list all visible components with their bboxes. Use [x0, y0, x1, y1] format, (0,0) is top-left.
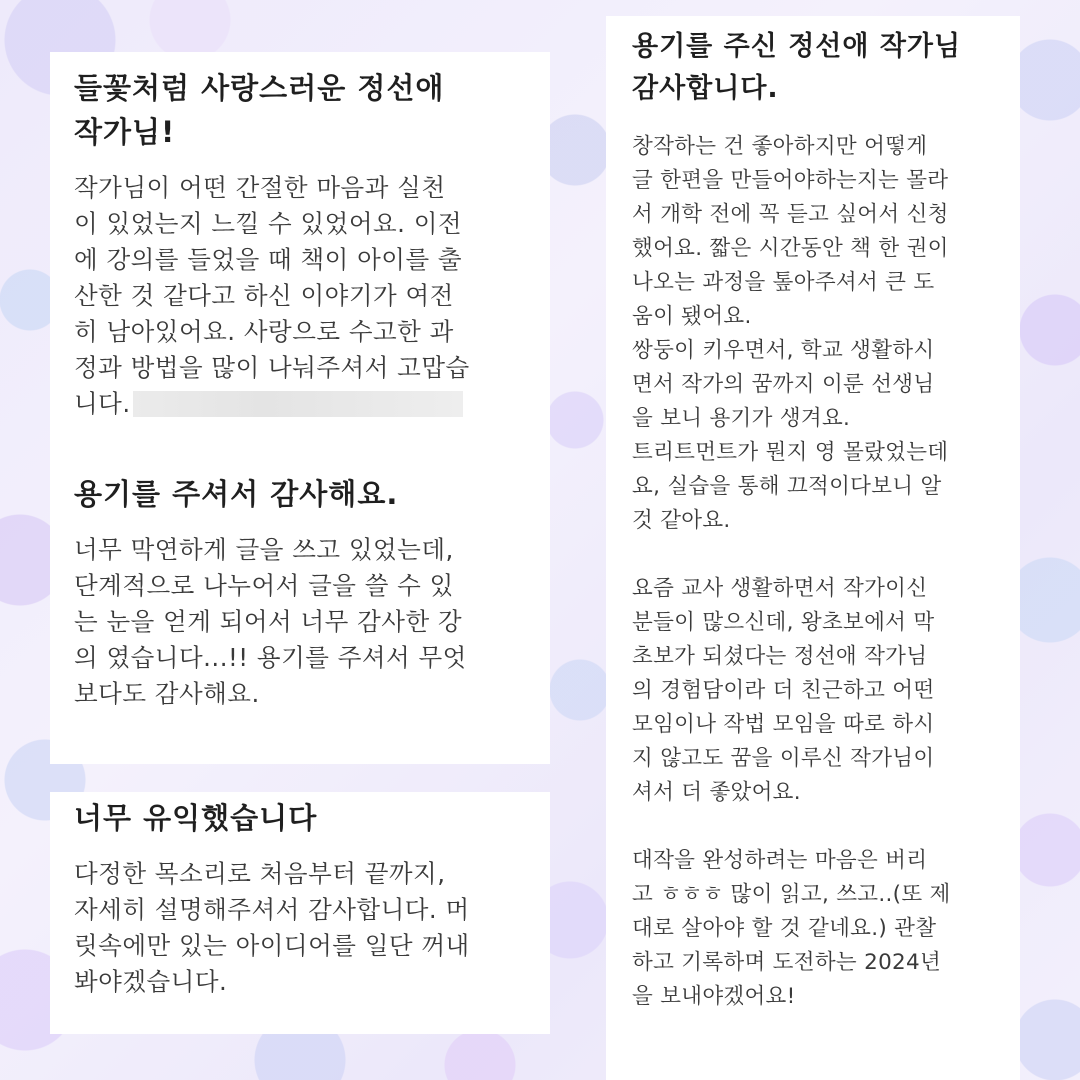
- review-title: 용기를 주신 정선애 작가님 감사합니다.: [632, 31, 962, 104]
- review-card-useful: [50, 792, 550, 1034]
- review-card-thanks: [606, 16, 1020, 1080]
- review-body: 창작하는 건 좋아하지만 어떻게 글 한편을 만들어야하는지는 몰라 서 개학 전에 꼭 듣고 싶어서 신청 했어요. 짧은 시간동안 책 한 권이 나오는 과정을 톺아주셔서 큰 도 움이 됐어요. 쌍둥이 키우면서, 학교 생활하시 면서 작가의 꿈까지 이룬 선생님 을 보니 용기가 생겨요. 트리트먼트가 뭔지 영 몰랐었는데 요, 실습을 통해 끄적이다보니 알 것 같아요. 요즘 교사 생활하면서 작가이신 분들이 많으신데, 왕초보에서 막 초보가 되셨다는 정선애 작가님 의 경험담이라 더 친근하고 어떤 모임이나 작법 모임을 따로 하시 지 않고도 꿈을 이루신 작가님이 셔서 더 좋았어요. 대작을 완성하려는 마음은 버리 고 ㅎㅎㅎ 많이 읽고, 쓰고..(또 제 대로 살아야 할 것 같네요.) 관찰 하고 기록하며 도전하는 2024년 을 보내야겠어요!: [632, 134, 951, 1009]
- review-title: 들꽃처럼 사랑스러운 정선애 작가님!: [74, 71, 445, 149]
- review-card-wildflower: [50, 52, 550, 454]
- redacted-area: [133, 391, 463, 417]
- review-title: 너무 유익했습니다: [74, 801, 318, 835]
- review-title: 용기를 주셔서 감사해요.: [74, 477, 399, 511]
- review-body: 다정한 목소리로 처음부터 끝까지, 자세히 설명해주셔서 감사합니다. 머 릿속에만 있는 아이디어를 일단 꺼내 봐야겠습니다.: [74, 859, 470, 996]
- review-body: 너무 막연하게 글을 쓰고 있었는데, 단계적으로 나누어서 글을 쓸 수 있 는 눈을 얻게 되어서 너무 감사한 강 의 였습니다...!! 용기를 주셔서 무엇 보다도 감사해요.: [74, 535, 467, 708]
- review-body: [74, 170, 526, 422]
- review-text: 작가님이 어떤 간절한 마음과 실천 이 있었는지 느낄 수 있었어요. 이전 에 강의를 들었을 때 책이 아이를 출 산한 것 같다고 하신 이야기가 여전 히 남아있어요. 사랑으로 수고한 과 정과 방법을 많이 나눠주셔서 고맙습 니다.: [74, 173, 470, 418]
- review-card-courage: [50, 454, 550, 764]
